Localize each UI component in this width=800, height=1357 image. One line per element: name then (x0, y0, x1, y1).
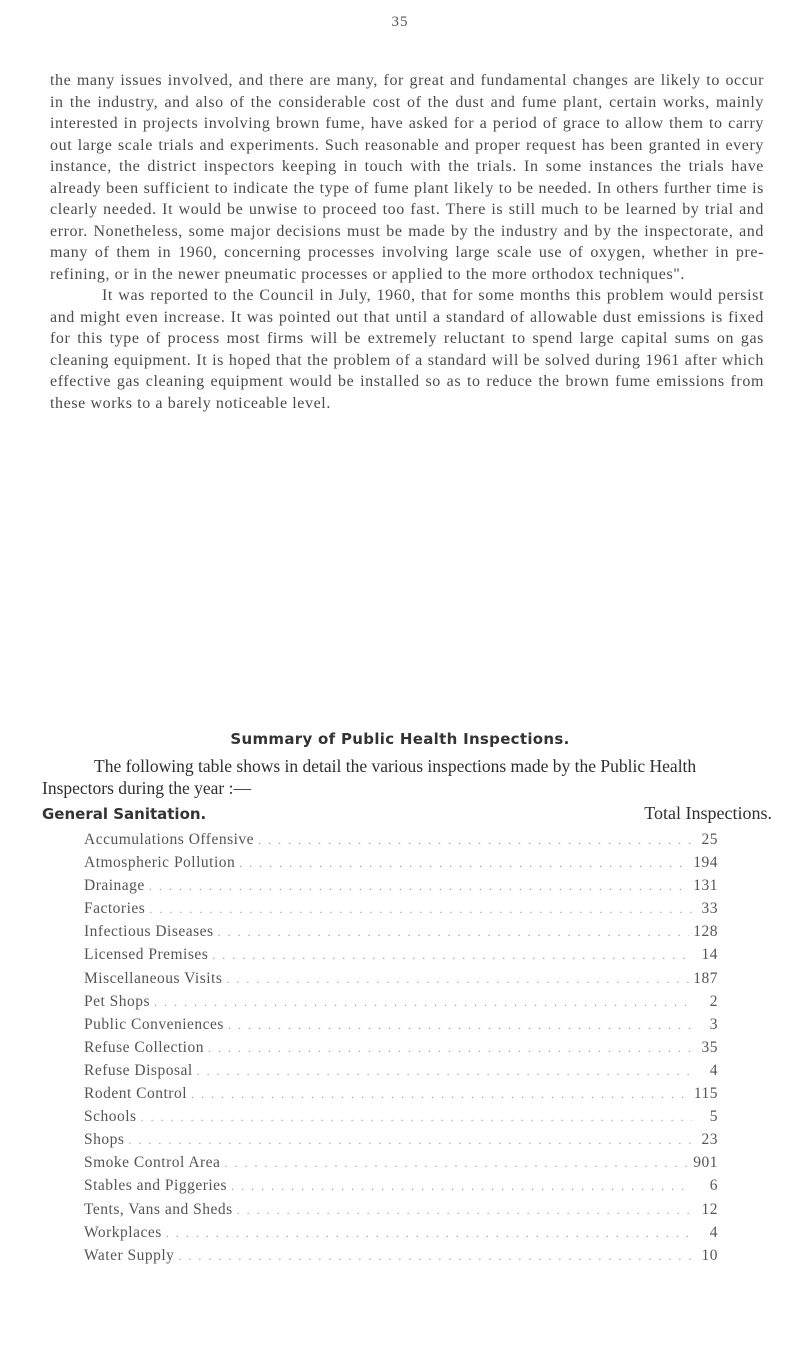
row-label: Drainage (84, 877, 145, 895)
dot-leader (149, 879, 689, 894)
table-row (84, 1177, 718, 1200)
row-label: Smoke Control Area (84, 1154, 221, 1172)
table-column-header: Total Inspections. (644, 803, 772, 823)
row-label: Accumulations Offensive (84, 831, 255, 848)
table-row (84, 831, 718, 854)
dot-leader (166, 1226, 692, 1241)
table-row (84, 1062, 718, 1085)
dot-leader (208, 1041, 692, 1056)
row-value: 2 (709, 992, 718, 1010)
table-row (84, 970, 718, 993)
row-value: 12 (701, 1200, 718, 1218)
row-value: 33 (701, 900, 718, 918)
row-label: Pet Shops (84, 992, 151, 1010)
row-value: 131 (693, 877, 718, 895)
table-header (42, 803, 772, 827)
page-number: 35 (391, 14, 409, 30)
row-value: 25 (701, 831, 718, 848)
table-row (84, 946, 718, 969)
row-value: 5 (709, 1108, 718, 1126)
table-row (84, 1201, 718, 1224)
row-value: 128 (693, 923, 718, 941)
table-row (84, 1247, 718, 1270)
row-value: 187 (693, 969, 718, 987)
row-label: Tents, Vans and Sheds (84, 1200, 233, 1218)
row-label: Miscellaneous Visits (84, 969, 223, 987)
dot-leader (226, 972, 689, 987)
row-label: Licensed Premises (84, 946, 209, 964)
dot-leader (178, 1249, 692, 1264)
row-label: Refuse Collection (84, 1038, 204, 1056)
table-row (84, 1085, 718, 1108)
table-row (84, 1108, 718, 1131)
dot-leader (212, 948, 692, 963)
table-row (84, 1131, 718, 1154)
row-label: Infectious Diseases (84, 923, 214, 941)
row-label: Refuse Disposal (84, 1061, 193, 1079)
row-value: 35 (701, 1038, 718, 1056)
row-value: 3 (709, 1015, 718, 1033)
body-text (50, 70, 764, 414)
row-value: 194 (693, 854, 718, 872)
dot-leader (258, 833, 692, 848)
table-row (84, 1224, 718, 1247)
dot-leader (231, 1179, 692, 1194)
section-heading: Summary of Public Health Inspections. (230, 730, 570, 748)
dot-leader (191, 1087, 690, 1102)
dot-leader (228, 1018, 692, 1033)
row-value: 14 (701, 946, 718, 964)
row-value: 10 (701, 1246, 718, 1264)
table-row (84, 1039, 718, 1062)
dot-leader (239, 856, 689, 871)
dot-leader (128, 1133, 692, 1148)
row-label: Water Supply (84, 1246, 175, 1264)
row-label: Public Conveniences (84, 1015, 224, 1033)
dot-leader (154, 995, 692, 1010)
table-row (84, 877, 718, 900)
row-value: 901 (693, 1154, 718, 1172)
table-category: General Sanitation. (42, 805, 207, 823)
row-value: 115 (693, 1085, 718, 1103)
table-row (84, 854, 718, 877)
row-label: Rodent Control (84, 1085, 188, 1103)
row-value: 4 (709, 1223, 718, 1241)
table-row (84, 1154, 718, 1177)
row-label: Workplaces (84, 1223, 162, 1241)
table-row (84, 993, 718, 1016)
section-intro-text: The following table shows in detail the various inspections made by the Public Health Inspectors during the year :— (42, 756, 697, 798)
section-intro (42, 755, 772, 799)
row-value: 4 (709, 1061, 718, 1079)
row-label: Schools (84, 1108, 137, 1126)
row-label: Atmospheric Pollution (84, 854, 236, 872)
dot-leader (197, 1064, 692, 1079)
body-paragraph: It was reported to the Council in July, 1960, that for some months this problem would persist and might even increase. It was pointed out that until a standard of allowable dust emissions is fixed for this type of process most firms will be extremely reluctant to spend large capital sums on gas cleaning equipment. It is hoped that the problem of a standard will be solved during 1961 after which effective gas cleaning equipment would be installed so as to reduce the brown fume emissions from these works to a barely noticeable level. (50, 287, 764, 412)
row-label: Factories (84, 900, 146, 918)
row-value: 23 (701, 1131, 718, 1149)
body-paragraph: the many issues involved, and there are many, for great and fundamental changes are likely to occur in the industry, and also of the considerable cost of the dust and fume plant, certain works, mainly interested in projects involving brown fume, have asked for a period of grace to allow them to carry out large scale trials and experiments. Such reasonable and proper request has been granted in every instance, the district inspectors keeping in touch with the trials. In some instances the trials have already been sufficient to indicate the type of fume plant likely to be needed. In others further time is clearly needed. It would be unwise to proceed too fast. There is still much to be learned by trial and error. Nonetheless, some major decisions must be made by the industry and by the inspectorate, and many of them in 1960, concerning processes involving large scale use of oxygen, whether in pre-refining, or in the newer pneumatic processes or applied to the more orthodox techniques". (50, 72, 764, 283)
table-row (84, 923, 718, 946)
table-row (84, 900, 718, 923)
table-row (84, 1016, 718, 1039)
dot-leader (141, 1110, 692, 1125)
dot-leader (149, 902, 692, 917)
row-label: Shops (84, 1131, 125, 1149)
row-label: Stables and Piggeries (84, 1177, 228, 1195)
dot-leader (224, 1156, 689, 1171)
inspection-table (84, 831, 718, 1270)
dot-leader (237, 1203, 692, 1218)
row-value: 6 (709, 1177, 718, 1195)
dot-leader (218, 925, 690, 940)
